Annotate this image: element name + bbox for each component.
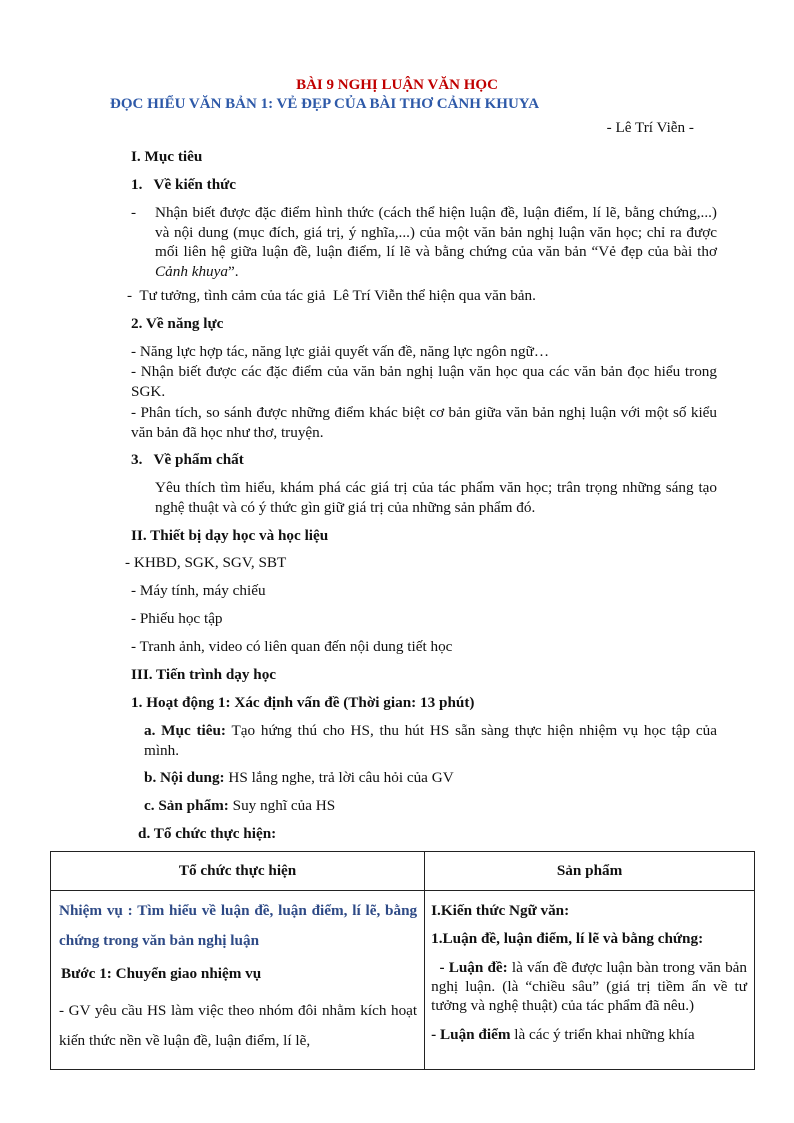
table-cell-product <box>425 891 755 1070</box>
subheading-quality: 3. Về phẩm chất <box>131 451 244 468</box>
knowledge-heading: I.Kiến thức Ngữ văn: <box>431 902 570 919</box>
section-heading-objectives: I. Mục tiêu <box>131 148 203 165</box>
step-1-heading: Bước 1: Chuyển giao nhiệm vụ <box>61 965 262 982</box>
knowledge-item-2: - Tư tưởng, tình cảm của tác giả Lê Trí Viễn thể hiện qua văn bản. <box>127 287 536 304</box>
equipment-item-3: - Phiếu học tập <box>131 610 223 627</box>
section-heading-process: III. Tiến trình dạy học <box>131 666 277 683</box>
table-header-organization: Tổ chức thực hiện <box>51 852 425 891</box>
table-cell-organization <box>51 891 425 1070</box>
equipment-item-2: - Máy tính, máy chiếu <box>131 582 266 599</box>
claim-definition: - Luận điểm là các ý triển khai những khía <box>431 1026 695 1043</box>
page-title: BÀI 9 NGHỊ LUẬN VĂN HỌC <box>296 77 498 93</box>
organization-label: d. Tổ chức thực hiện: <box>138 825 277 842</box>
author-line: - Lê Trí Viễn - <box>606 119 694 136</box>
content-line: b. Nội dung: HS lắng nghe, trả lời câu hỏi của GV <box>144 769 454 786</box>
activity-1-heading: 1. Hoạt động 1: Xác định vấn đề (Thời gian: 13 phút) <box>131 694 475 711</box>
lesson-subtitle: ĐỌC HIỂU VĂN BẢN 1: VẺ ĐẸP CỦA BÀI THƠ CẢNH KHUYA <box>110 96 540 112</box>
ability-item-2: - Nhận biết được các đặc điểm của văn bản nghị luận văn học qua các văn bản đọc hiểu trong SGK. <box>131 363 717 400</box>
knowledge-item-1: Nhận biết được đặc điểm hình thức (cách thể hiện luận đề, luận điểm, lí lẽ, bằng chứng,...) và nội dung (mục đích, giá trị, ý nghĩa,...) của một văn bản nghị luận văn học; chỉ ra được mối liên hệ giữa luận đề, luận điểm, lí lẽ và bằng chứng của văn bản “Vẻ đẹp của bài thơ Cảnh khuya”. <box>155 204 717 280</box>
table-row <box>51 891 755 1070</box>
task-title: Nhiệm vụ : Tìm hiểu về luận đề, luận điểm, lí lẽ, bằng chứng trong văn bản nghị luận <box>59 902 418 949</box>
thesis-heading: 1.Luận đề, luận điểm, lí lẽ và bằng chứng: <box>431 930 704 947</box>
knowledge-item-dash: - <box>131 204 137 221</box>
subheading-knowledge: 1. Về kiến thức <box>131 176 237 193</box>
equipment-item-1: - KHBD, SGK, SGV, SBT <box>125 554 287 571</box>
thesis-definition: - Luận đề: là vấn đề được luận bàn trong văn bản nghị luận. (là “chiều sâu” (giá trị tiềm ẩn về tư tưởng và nghệ thuật) của tác phẩm đã nêu.) <box>431 959 747 1014</box>
poem-title-italic: Cảnh khuya <box>155 262 228 280</box>
quality-text: Yêu thích tìm hiểu, khám phá các giá trị của tác phẩm văn học; trân trọng những sáng tạo nghệ thuật và có ý thức gìn giữ giá trị của những sản phẩm đó. <box>155 479 717 516</box>
section-heading-equipment: II. Thiết bị dạy học và học liệu <box>131 527 329 544</box>
step-1-text: - GV yêu cầu HS làm việc theo nhóm đôi nhằm kích hoạt kiến thức nền về luận đề, luận điểm, lí lẽ, <box>59 1002 418 1049</box>
ability-item-3: - Phân tích, so sánh được những điểm khác biệt cơ bản giữa văn bản nghị luận với một số kiểu văn bản đã học như thơ, truyện. <box>131 404 717 441</box>
equipment-item-4: - Tranh ảnh, video có liên quan đến nội dung tiết học <box>131 638 453 655</box>
activity-table <box>50 851 755 1070</box>
table-header-product: Sản phẩm <box>425 852 755 891</box>
subheading-ability: 2. Về năng lực <box>131 315 224 332</box>
table-header-row <box>51 852 755 891</box>
product-line: c. Sản phẩm: Suy nghĩ của HS <box>144 797 336 814</box>
objective-line: a. Mục tiêu: Tạo hứng thú cho HS, thu hút HS sẵn sàng thực hiện nhiệm vụ học tập của mình. <box>144 722 717 759</box>
ability-item-1: - Năng lực hợp tác, năng lực giải quyết vấn đề, năng lực ngôn ngữ… <box>131 343 550 360</box>
